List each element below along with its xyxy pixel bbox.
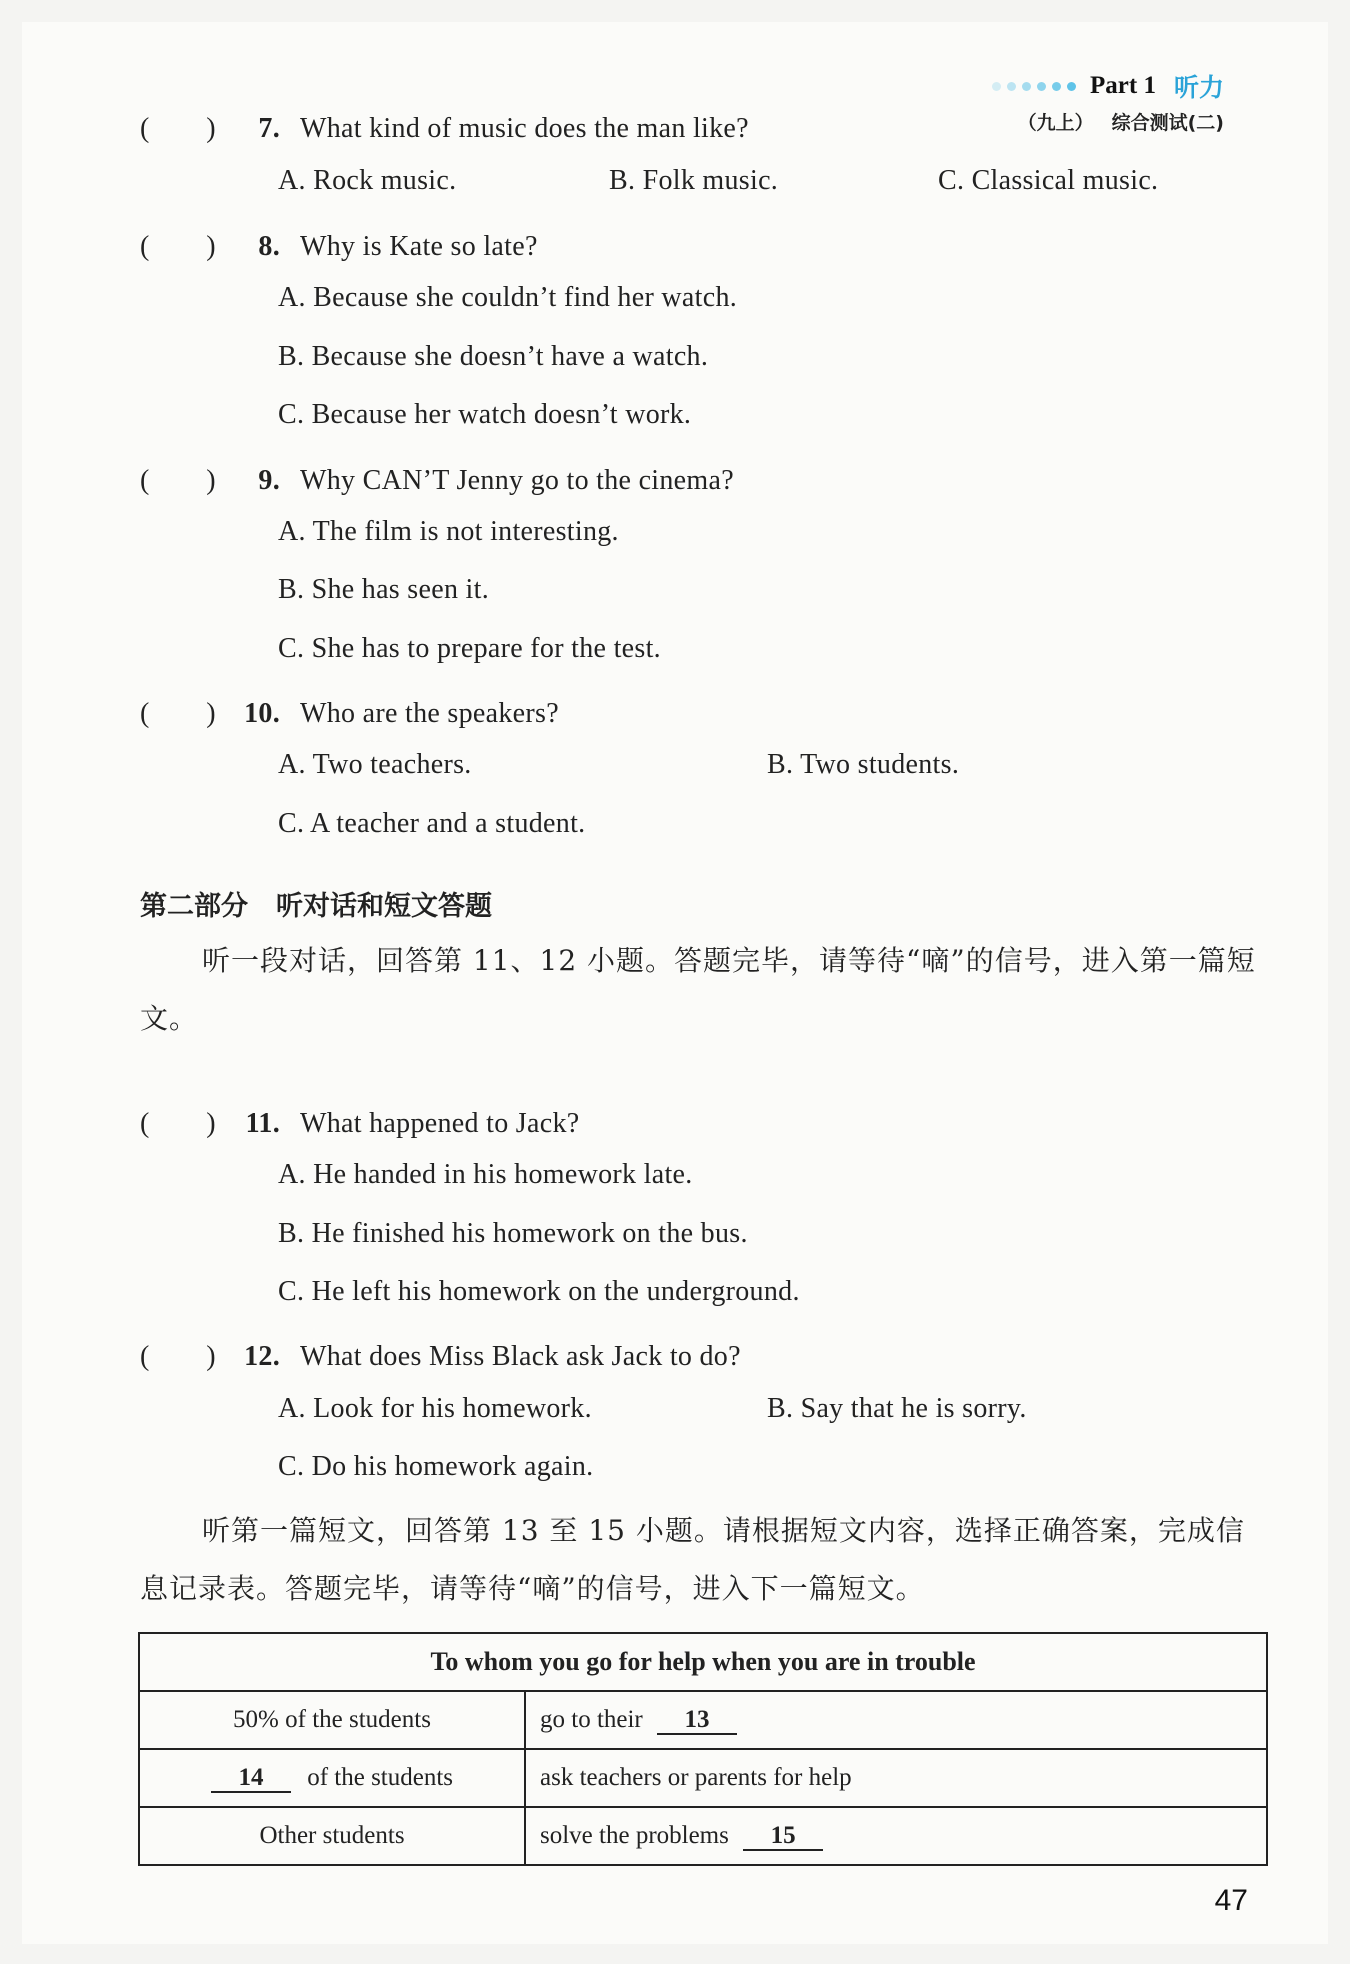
question-8 [140, 224, 538, 264]
option-a[interactable]: A. He handed in his homework late. [278, 1159, 693, 1190]
answer-blank[interactable]: ( ) [140, 698, 216, 729]
option-a[interactable]: A. Rock music. [278, 165, 457, 196]
option-c[interactable]: C. Do his homework again. [278, 1451, 594, 1482]
section-title [140, 884, 492, 923]
fill-blank-15[interactable]: 15 [743, 1823, 823, 1851]
answer-blank[interactable]: ( ) [140, 1108, 216, 1139]
question-11 [140, 1101, 579, 1141]
option-b[interactable]: B. She has seen it. [278, 574, 490, 605]
answer-blank[interactable]: ( ) [140, 1341, 216, 1372]
option-b[interactable]: B. Two students. [767, 749, 960, 780]
table-cell: ask teachers or parents for help [525, 1749, 1267, 1807]
cell-text: go to their [540, 1705, 643, 1733]
option-c[interactable]: C. He left his homework on the underground. [278, 1276, 800, 1307]
question-number: 11. [245, 1108, 280, 1139]
question-number: 10. [244, 698, 280, 729]
test-label: 综合测试(二) [1111, 112, 1224, 134]
answer-blank[interactable]: ( ) [140, 113, 216, 144]
question-text: What kind of music does the man like? [300, 113, 749, 144]
question-10 [140, 691, 559, 731]
table-title: To whom you go for help when you are in trouble [139, 1633, 1267, 1691]
question-7 [140, 106, 749, 146]
question-text: Who are the speakers? [300, 698, 559, 729]
cell-text: of the students [307, 1763, 454, 1791]
info-record-table [138, 1632, 1268, 1866]
fill-blank-14[interactable]: 14 [211, 1765, 291, 1793]
option-c[interactable]: C. Classical music. [938, 165, 1159, 196]
decorative-dots-icon [992, 82, 1076, 91]
option-a[interactable]: A. The film is not interesting. [278, 516, 619, 547]
question-12 [140, 1334, 741, 1374]
option-b[interactable]: B. Because she doesn’t have a watch. [278, 341, 709, 372]
question-9 [140, 458, 734, 498]
section-subtitle: 听对话和短文答题 [276, 891, 492, 922]
table-cell [139, 1749, 525, 1807]
part-label: Part 1 [1090, 72, 1156, 99]
table-row [139, 1749, 1267, 1807]
option-c[interactable]: C. Because her watch doesn’t work. [278, 399, 692, 430]
fill-blank-13[interactable]: 13 [657, 1707, 737, 1735]
table-cell: Other students [139, 1807, 525, 1865]
question-text: Why CAN’T Jenny go to the cinema? [300, 465, 734, 496]
option-a[interactable]: A. Because she couldn’t find her watch. [278, 282, 738, 313]
workbook-page [22, 22, 1328, 1944]
question-number: 9. [258, 465, 280, 496]
question-number: 8. [258, 231, 280, 262]
page-number: 47 [1214, 1884, 1248, 1917]
answer-blank[interactable]: ( ) [140, 465, 216, 496]
table-row [139, 1807, 1267, 1865]
table-cell: 50% of the students [139, 1691, 525, 1749]
cell-text: solve the problems [540, 1821, 729, 1849]
answer-blank[interactable]: ( ) [140, 231, 216, 262]
grade-label: （九上） [1017, 112, 1094, 134]
question-number: 12. [244, 1341, 280, 1372]
option-b[interactable]: B. Folk music. [609, 165, 779, 196]
instruction-text: 听一段对话，回答第 11、12 小题。答题完毕，请等待“嘀”的信号，进入第一篇短文。 [140, 944, 1256, 1035]
table-cell [525, 1691, 1267, 1749]
option-c[interactable]: C. She has to prepare for the test. [278, 633, 661, 664]
option-a[interactable]: A. Two teachers. [278, 749, 472, 780]
option-b[interactable]: B. Say that he is sorry. [767, 1393, 1027, 1424]
section-number: 第二部分 [140, 891, 248, 922]
option-c[interactable]: C. A teacher and a student. [278, 808, 586, 839]
section-tag: 听力 [1173, 73, 1224, 102]
option-a[interactable]: A. Look for his homework. [278, 1393, 592, 1424]
question-text: Why is Kate so late? [300, 231, 538, 262]
table-row [139, 1691, 1267, 1749]
option-b[interactable]: B. He finished his homework on the bus. [278, 1218, 748, 1249]
question-text: What happened to Jack? [300, 1108, 580, 1139]
page-header [992, 68, 1224, 135]
question-text: What does Miss Black ask Jack to do? [300, 1341, 741, 1372]
instruction-text: 听第一篇短文，回答第 13 至 15 小题。请根据短文内容，选择正确答案，完成信息记录表。答题完毕，请等待“嘀”的信号，进入下一篇短文。 [140, 1514, 1245, 1605]
table-cell [525, 1807, 1267, 1865]
question-number: 7. [258, 113, 280, 144]
